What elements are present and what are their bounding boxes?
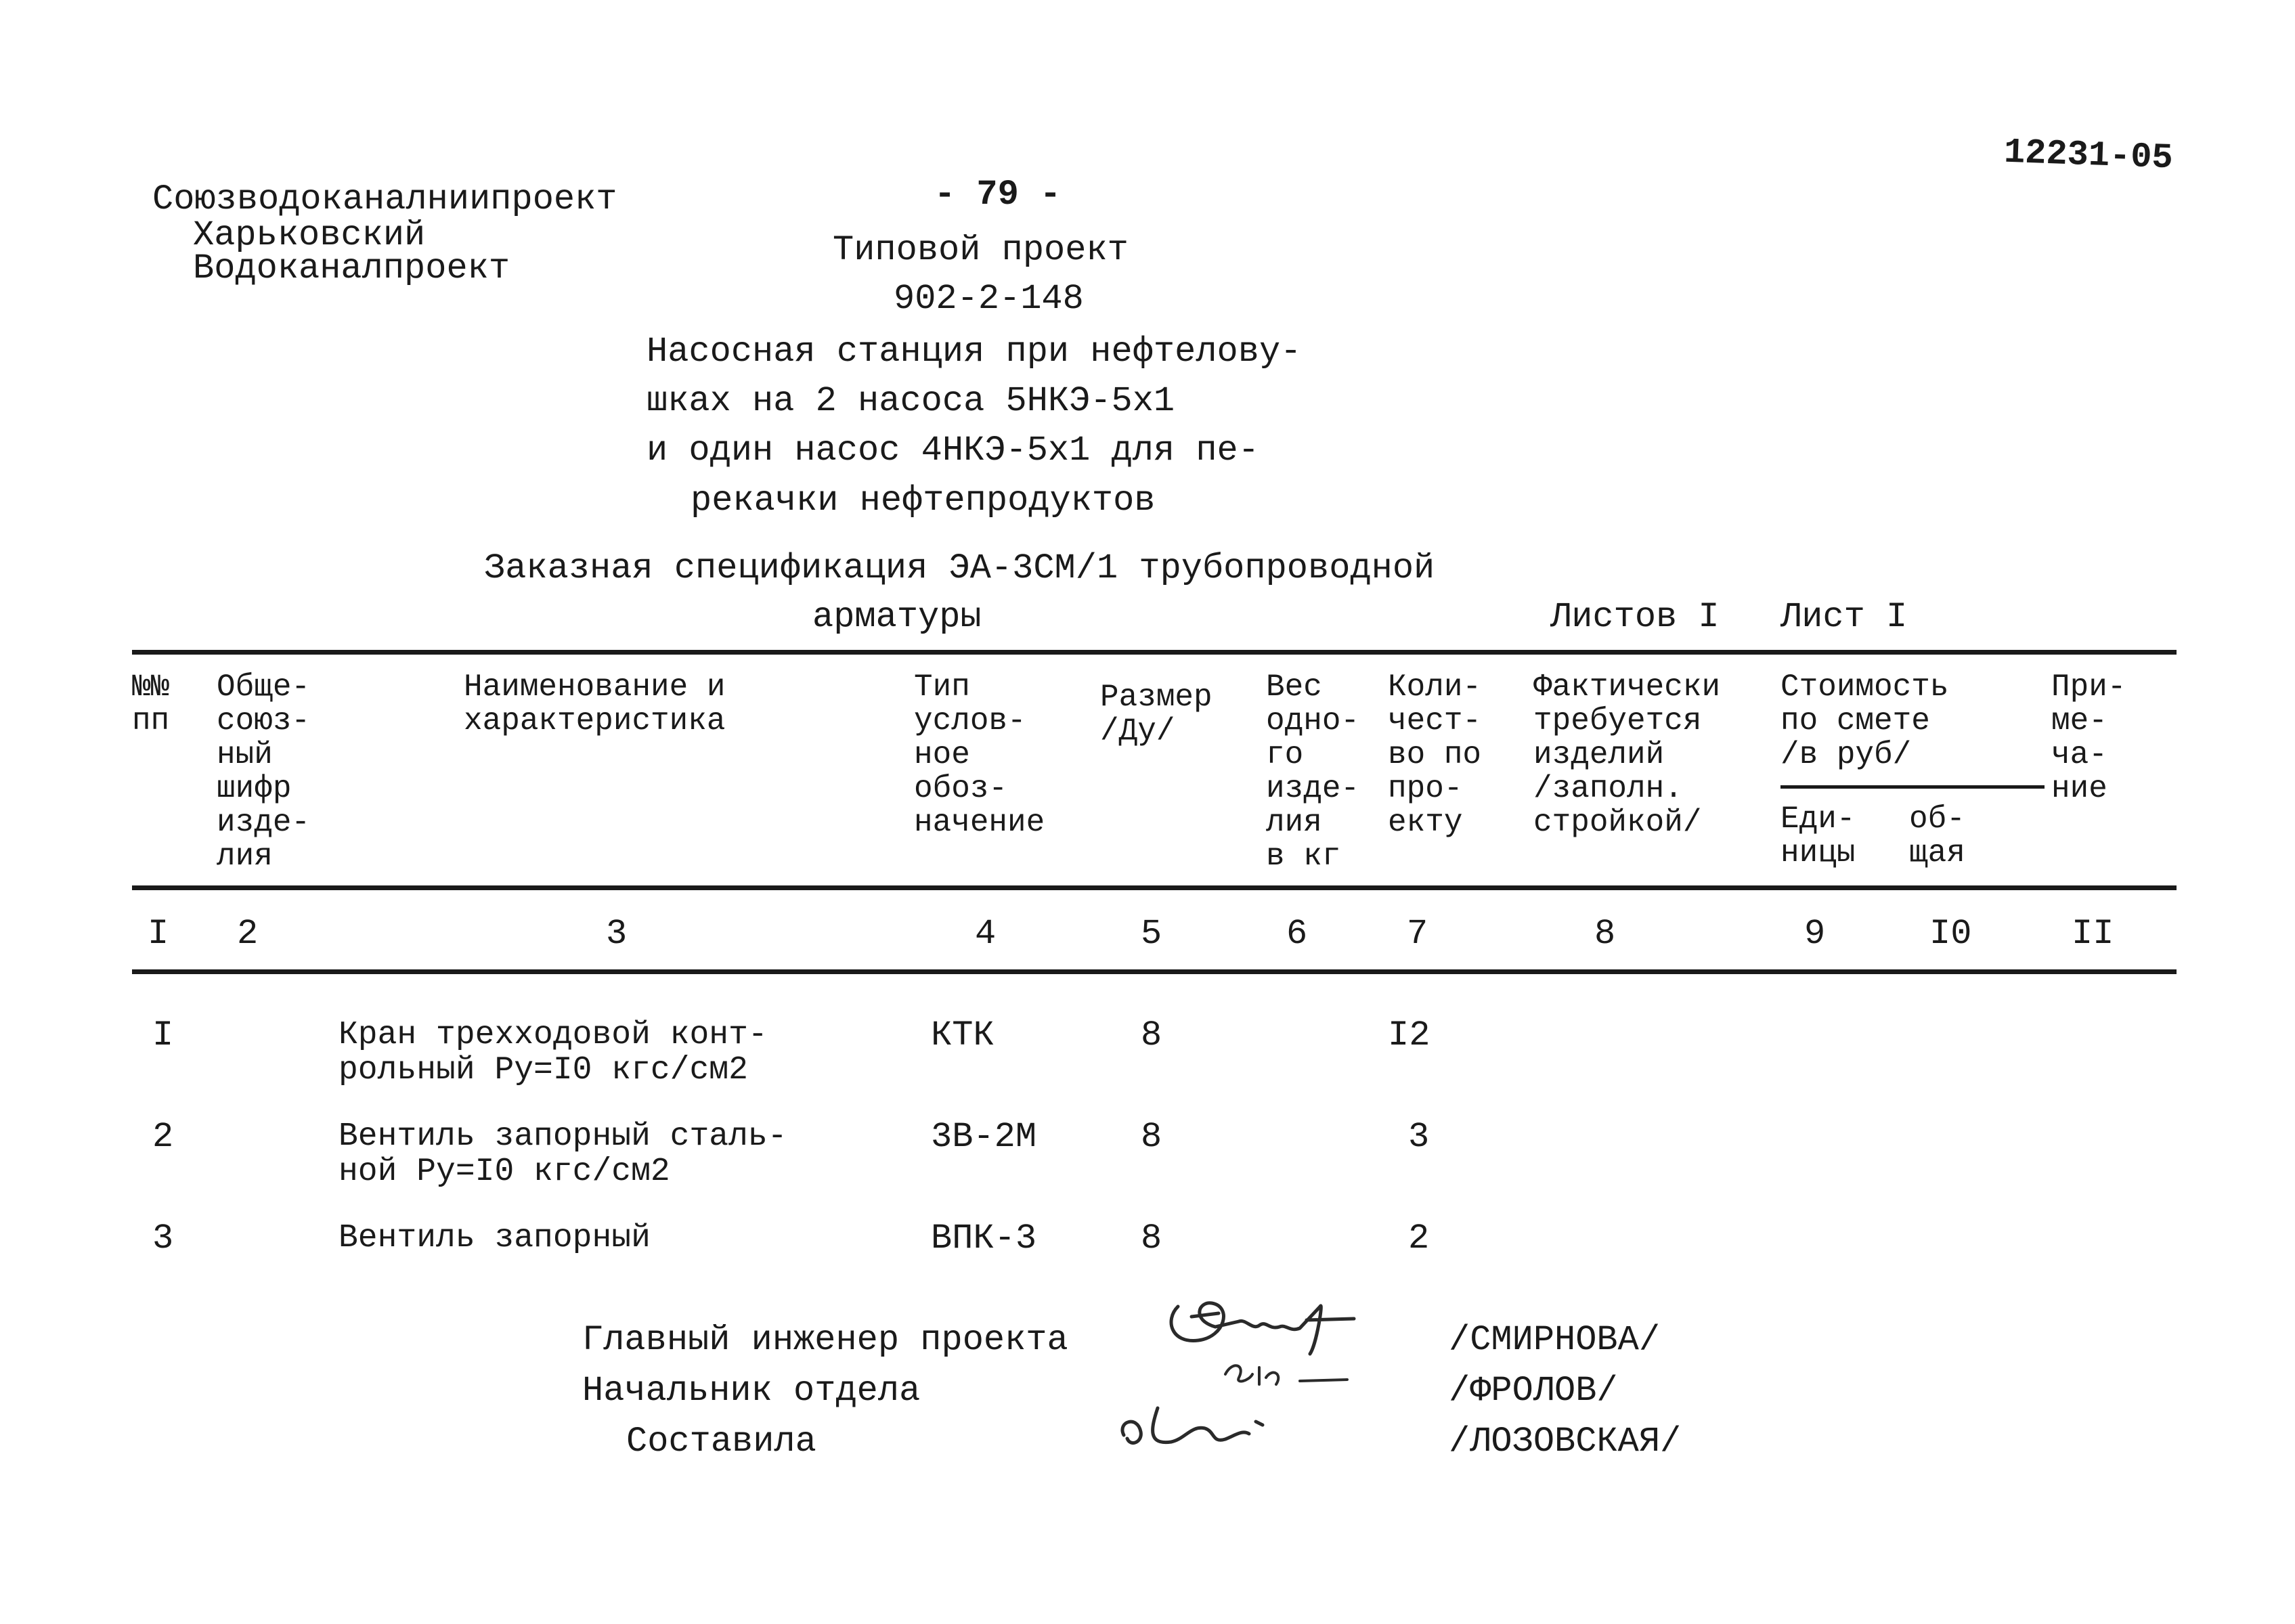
cost-subheader-rule	[1780, 785, 2045, 789]
project-title-line-1: Насосная станция при нефтелову-	[647, 332, 1302, 372]
row-size: 8	[1141, 1219, 1162, 1258]
spec-title-line-1: Заказная спецификация ЭА-3СМ/1 трубопроводной	[484, 548, 1435, 588]
project-title-line-4: рекачки нефтепродуктов	[691, 481, 1156, 521]
header-type: Тип услов- ное обоз- начение	[914, 670, 1045, 840]
column-number-7: 7	[1407, 914, 1428, 954]
column-number-10: I0	[1929, 914, 1972, 954]
table-top-rule	[132, 650, 2177, 655]
signature-name-chief-engineer: /СМИРНОВА/	[1449, 1320, 1661, 1360]
sheet-number: Лист I	[1780, 597, 1908, 637]
row-quantity: 2	[1408, 1219, 1430, 1258]
row-name: Вентиль запорный	[338, 1220, 651, 1256]
column-number-5: 5	[1141, 914, 1162, 954]
header-quantity: Коли- чест- во по про- екту	[1388, 670, 1482, 840]
page-number: - 79 -	[934, 175, 1062, 215]
document-number: 12231-05	[2003, 132, 2174, 179]
spec-title-line-2: арматуры	[812, 597, 982, 637]
column-number-1: I	[148, 914, 169, 954]
handwritten-signature-compiler	[1110, 1395, 1286, 1455]
column-number-3: 3	[606, 914, 628, 954]
project-code: 902-2-148	[894, 279, 1084, 319]
row-quantity: 3	[1408, 1117, 1430, 1157]
handwritten-signature-chief-engineer	[1151, 1279, 1374, 1361]
signature-role-department-head: Начальник отдела	[582, 1371, 921, 1411]
row-size: 8	[1141, 1117, 1162, 1157]
organization-line-1: Союзводоканалниипроект	[152, 179, 617, 219]
column-number-6: 6	[1286, 914, 1308, 954]
header-union-code: Обще- союз- ный шифр изде- лия	[217, 670, 311, 874]
row-number: 2	[152, 1117, 174, 1157]
column-number-4: 4	[975, 914, 997, 954]
row-type: ВПК-3	[931, 1219, 1037, 1258]
header-estimated-cost: Стоимость по смете /в руб/	[1780, 670, 1949, 772]
header-total-cost: об- щая	[1909, 802, 1965, 871]
column-number-9: 9	[1804, 914, 1826, 954]
project-title-line-2: шках на 2 насоса 5НКЭ-5х1	[647, 381, 1175, 421]
header-name: Наименование и характеристика	[464, 670, 726, 739]
row-number: I	[152, 1015, 174, 1055]
column-number-8: 8	[1594, 914, 1616, 954]
row-type: КТК	[931, 1015, 995, 1055]
row-name: Кран трехходовой конт- рольный Ру=I0 кгс/см2	[338, 1017, 768, 1089]
signature-name-department-head: /ФРОЛОВ/	[1449, 1371, 1618, 1411]
column-number-2: 2	[237, 914, 259, 954]
column-number-11: II	[2072, 914, 2114, 954]
header-size: Размер /Ду/	[1100, 680, 1212, 749]
row-size: 8	[1141, 1015, 1162, 1055]
organization-line-3: Водоканалпроект	[193, 248, 510, 288]
row-quantity: I2	[1388, 1015, 1430, 1055]
signature-role-compiler: Составила	[626, 1422, 816, 1462]
project-type: Типовой проект	[833, 230, 1129, 270]
row-number: 3	[152, 1219, 174, 1258]
header-unit-cost: Еди- ницы	[1780, 802, 1856, 871]
header-notes: При- ме- ча- ние	[2051, 670, 2126, 806]
header-bottom-rule	[132, 885, 2177, 890]
project-title-line-3: и один насос 4НКЭ-5х1 для пе-	[647, 431, 1259, 470]
sheets-count: Листов I	[1550, 597, 1720, 637]
organization-line-2: Харьковский	[193, 215, 426, 255]
signature-role-chief-engineer: Главный инженер проекта	[582, 1320, 1068, 1360]
signature-name-compiler: /ЛОЗОВСКАЯ/	[1449, 1422, 1682, 1462]
row-type: 3В-2М	[931, 1117, 1037, 1157]
row-name: Вентиль запорный сталь- ной Ру=I0 кгс/см2	[338, 1118, 787, 1190]
header-row-number: №№ пп	[132, 670, 170, 739]
header-weight: Вес одно- го изде- лия в кг	[1266, 670, 1360, 874]
column-numbers-rule	[132, 969, 2177, 974]
header-actual-required: Фактически требуется изделий /заполн. стройкой/	[1533, 670, 1721, 840]
